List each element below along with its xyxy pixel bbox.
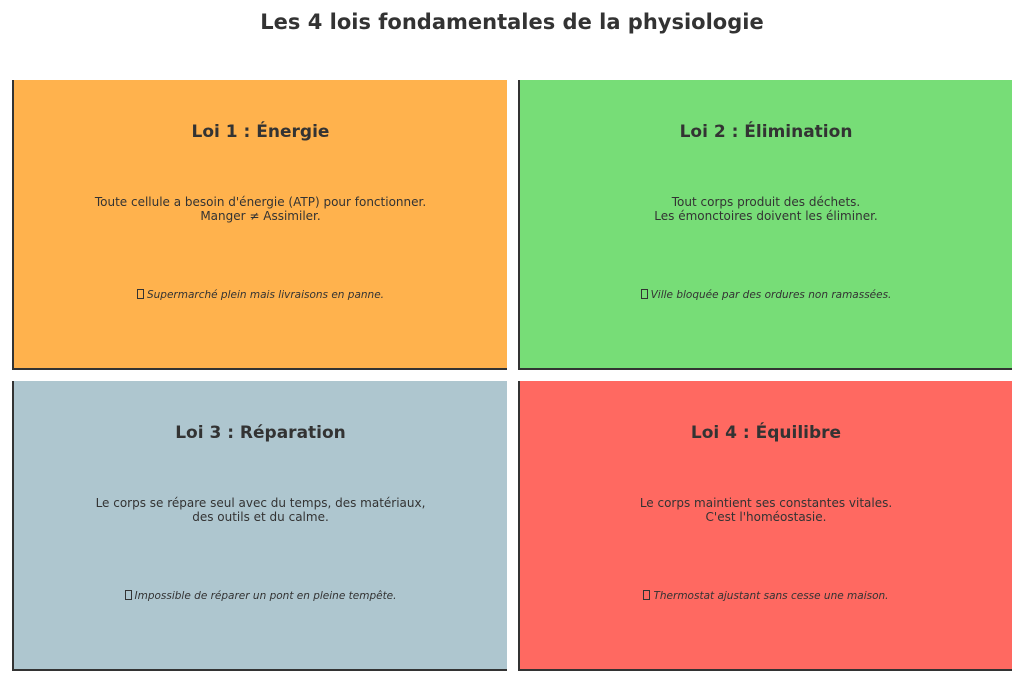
missing-glyph-icon (137, 289, 144, 299)
card-analogy-text: Impossible de réparer un pont en pleine tempête. (134, 590, 397, 602)
card-description-line: Manger ≠ Assimiler. (200, 209, 321, 223)
law-card-elimination (518, 80, 1012, 370)
card-analogy (520, 288, 1012, 302)
law-card-equilibre (518, 381, 1012, 671)
card-description-line: C'est l'homéostasie. (705, 510, 827, 524)
law-card-reparation (12, 381, 507, 671)
card-title: Loi 4 : Équilibre (690, 423, 842, 443)
card-description (14, 496, 507, 524)
card-title: Loi 3 : Réparation (175, 423, 346, 443)
law-card-energie (12, 80, 507, 370)
card-analogy (14, 288, 507, 302)
card-description-line: Les émonctoires doivent les éliminer. (654, 209, 878, 223)
missing-glyph-icon (125, 590, 132, 600)
card-description (14, 195, 507, 223)
card-title: Loi 1 : Énergie (191, 122, 330, 142)
missing-glyph-icon (641, 289, 648, 299)
card-title: Loi 2 : Élimination (679, 122, 853, 142)
page-title: Les 4 lois fondamentales de la physiologie (260, 10, 764, 34)
card-description-line: Le corps se répare seul avec du temps, des matériaux, (95, 496, 426, 510)
missing-glyph-icon (643, 590, 650, 600)
card-description-line: Toute cellule a besoin d'énergie (ATP) pour fonctionner. (94, 195, 427, 209)
card-analogy-text: Supermarché plein mais livraisons en panne. (146, 289, 385, 301)
card-description-line: des outils et du calme. (192, 510, 329, 524)
card-description (520, 195, 1012, 223)
card-description-line: Le corps maintient ses constantes vitales. (639, 496, 893, 510)
card-analogy (14, 589, 507, 603)
card-analogy-text: Ville bloquée par des ordures non ramassées. (650, 289, 892, 301)
card-analogy (520, 589, 1012, 603)
card-description (520, 496, 1012, 524)
card-description-line: Tout corps produit des déchets. (671, 195, 861, 209)
card-analogy-text: Thermostat ajustant sans cesse une maison. (653, 590, 889, 602)
